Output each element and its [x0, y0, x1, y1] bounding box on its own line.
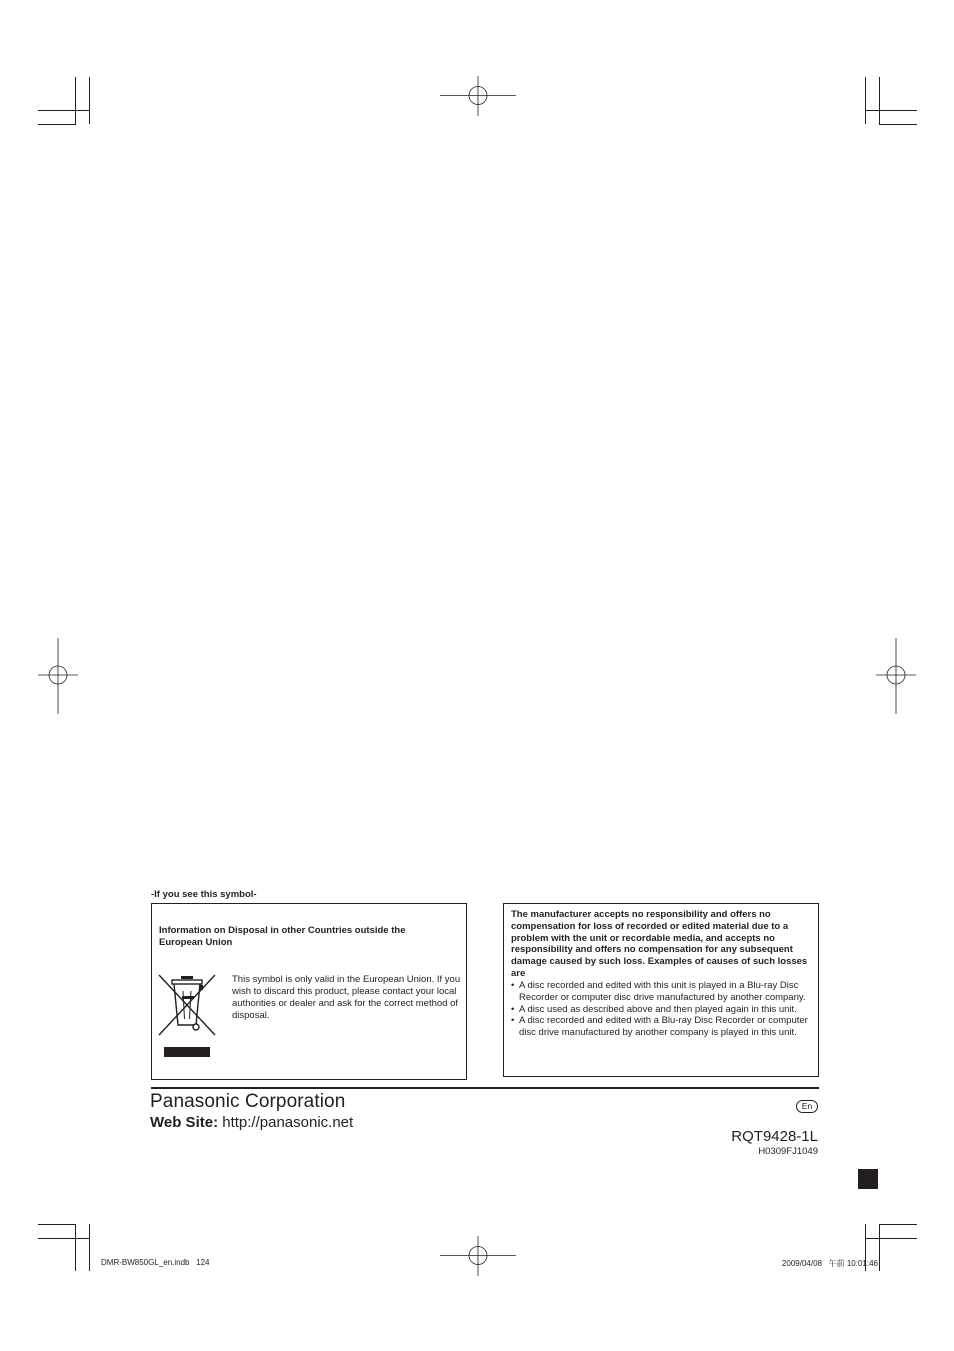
- disclaimer-box: [503, 903, 819, 1077]
- bullet-icon: •: [511, 1015, 515, 1027]
- disclaimer-heading: The manufacturer accepts no responsibility and offers no compensation for loss of recorded or edited material due to a problem with the unit or recordable media, and accepts no responsibility and offers no compensation for any subsequent damage caused by such loss. Examples of causes of such losses are: [511, 909, 808, 979]
- registration-mark-icon: [38, 638, 78, 714]
- crossed-out-wheelie-bin-icon: [157, 973, 217, 1045]
- registration-mark-icon: [440, 1236, 516, 1276]
- bin-underline-bar: [164, 1047, 210, 1057]
- crop-mark: [865, 77, 866, 124]
- symbol-heading: -If you see this symbol-: [151, 889, 257, 900]
- website-line: [150, 1114, 353, 1131]
- bullet-icon: •: [511, 980, 515, 991]
- list-item: • A disc recorded and edited with this unit is played in a Blu-ray Disc Recorder or computer disc drive manufactured by another company.: [511, 980, 806, 1003]
- crop-mark: [75, 77, 76, 124]
- registration-mark-icon: [876, 638, 916, 714]
- document-code: RQT9428-1L: [731, 1128, 818, 1145]
- crop-mark: [89, 1224, 90, 1271]
- crop-mark: [865, 110, 917, 111]
- file-info: DMR-BW850GL_en.indb 124: [101, 1258, 210, 1267]
- list-item: • A disc used as described above and then played again in this unit.: [511, 1003, 797, 1015]
- list-item: • A disc recorded and edited with a Blu-ray Disc Recorder or computer disc drive manufactured by another company is played in this unit.: [511, 1015, 808, 1039]
- website-label: Web Site:: [150, 1114, 219, 1131]
- crop-mark: [38, 124, 76, 125]
- black-square-marker: [858, 1169, 878, 1189]
- footer-divider: [151, 1087, 819, 1089]
- crop-mark: [38, 110, 90, 111]
- print-timestamp: 2009/04/08 午前 10:01:46: [781, 1259, 878, 1268]
- crop-mark: [89, 77, 90, 124]
- disposal-notice-box: [151, 903, 467, 1080]
- crop-mark: [879, 1224, 880, 1271]
- disclaimer-list: [511, 980, 815, 1039]
- crop-mark: [38, 1238, 90, 1239]
- crop-mark: [865, 1238, 917, 1239]
- crop-mark: [879, 77, 880, 124]
- registration-mark-icon: [440, 76, 516, 116]
- crop-mark: [38, 1224, 76, 1225]
- disposal-notice-title: Information on Disposal in other Countries outside the European Union: [159, 925, 406, 948]
- disposal-notice-text: This symbol is only valid in the European Union. If you wish to discard this product, please contact your local authorities or dealer and ask for the correct method of disposal.: [232, 974, 461, 1021]
- company-name: Panasonic Corporation: [150, 1091, 346, 1112]
- bin-symbol: [157, 973, 217, 1063]
- document-subcode: H0309FJ1049: [758, 1146, 818, 1157]
- bullet-icon: •: [511, 1003, 515, 1015]
- crop-mark: [879, 1224, 917, 1225]
- language-badge: En: [796, 1100, 818, 1113]
- crop-mark: [75, 1224, 76, 1271]
- crop-mark: [879, 124, 917, 125]
- website-url: http://panasonic.net: [222, 1114, 354, 1131]
